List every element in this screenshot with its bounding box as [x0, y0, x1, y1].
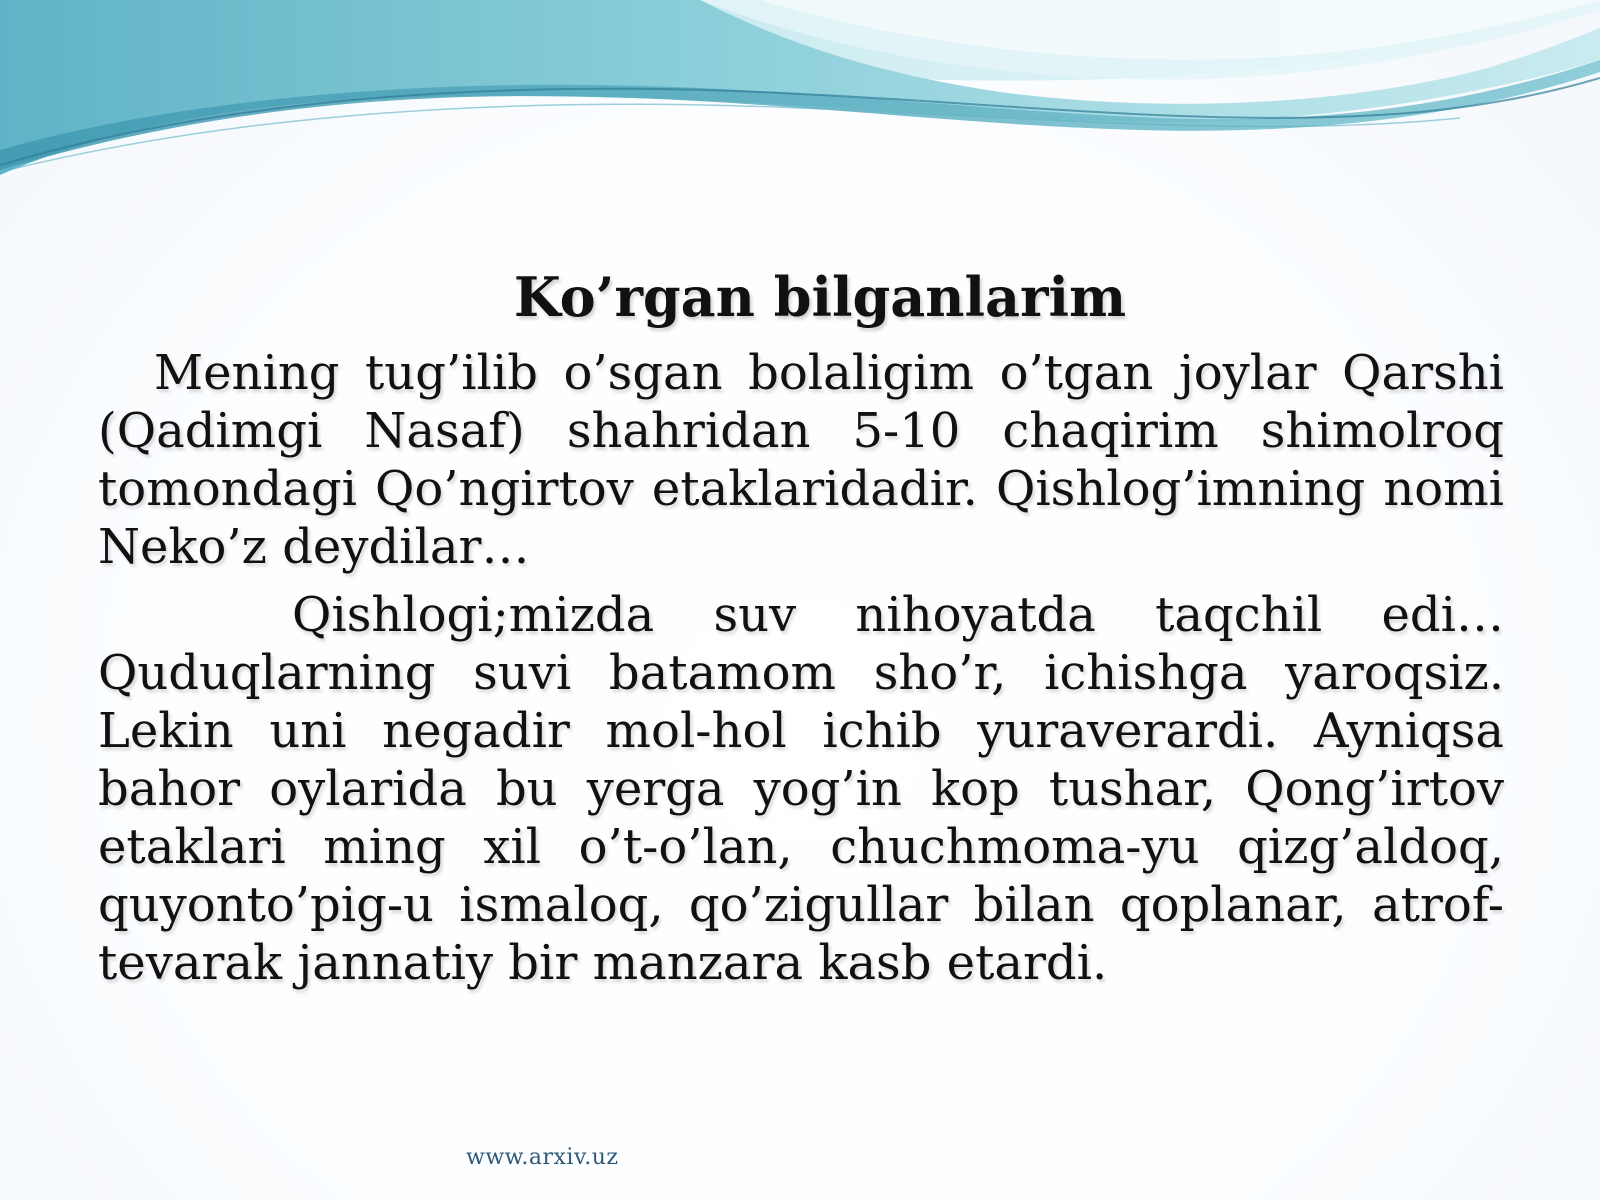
wave-decoration — [0, 0, 1600, 200]
slide-title: Ko’rgan bilganlarim — [513, 265, 1127, 329]
paragraph: Mening tug’ilib o’sgan bolaligim o’tgan joylar Qarshi (Qadimgi Nasaf) shahridan 5-10 chaqirim shimolroq tomondagi Qo’ngirtov etaklaridadir. Qishlog’imning nomi Neko’z deydilar… — [98, 345, 1504, 575]
paragraph: Qishlogi;mizda suv nihoyatda taqchil edi… Quduqlarning suvi batamom sho’r, ichishga yaroqsiz. Lekin uni negadir mol-hol ichib yuraverardi. Ayniqsa bahor oylarida bu yerga yog’in kop tushar, Qong’irtov etaklari ming xil o’t-o’lan, chuchmoma-yu qizg’aldoq, quyonto’pig-u ismaloq, qo’zigullar bilan qoplanar, atrof-tevarak jannatiy bir manzara kasb etardi. — [98, 587, 1504, 991]
footer-url: www.arxiv.uz — [466, 1145, 619, 1170]
body-text — [98, 344, 1504, 992]
